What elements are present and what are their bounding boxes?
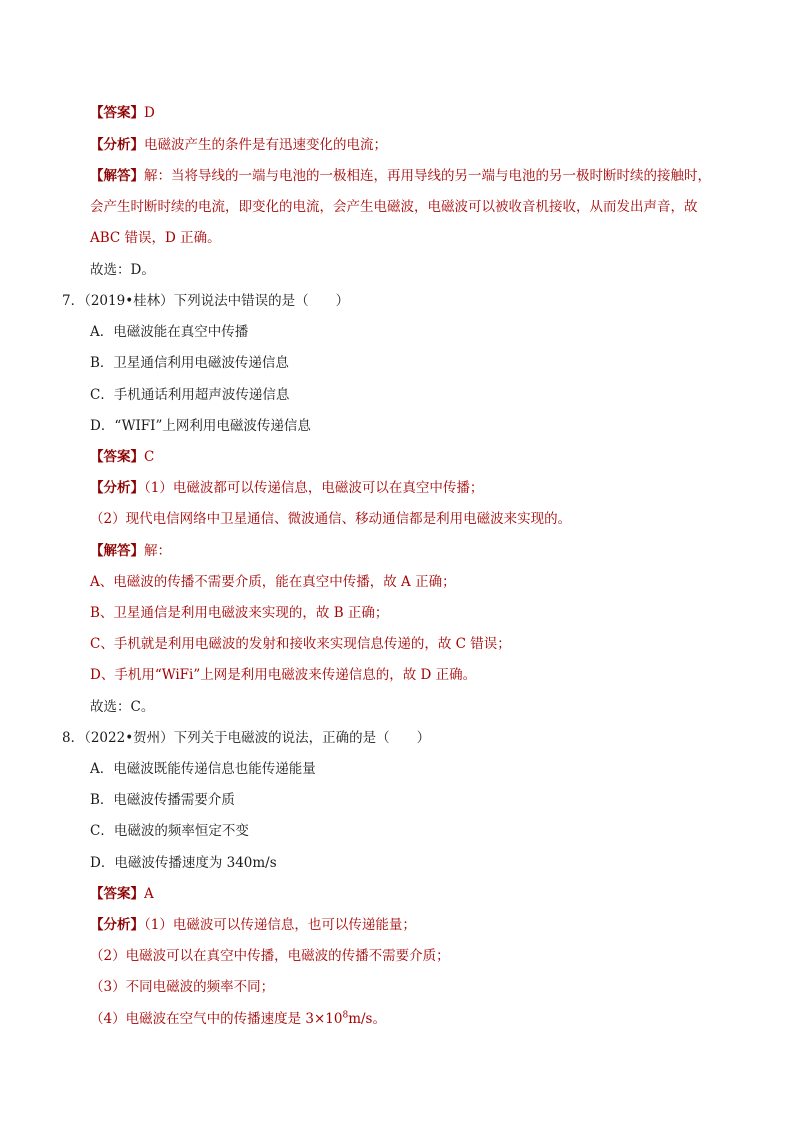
question-7-option-a: A．电磁波能在真空中传播	[90, 324, 249, 340]
answer-7	[90, 447, 154, 467]
solution-6-line3: ABC 错误，D 正确。	[90, 230, 221, 246]
analysis-tag: 【分析】	[90, 137, 144, 153]
speed-text: （4）电磁波在空气中的传播速度是 3×10	[90, 1011, 343, 1027]
choice-6: 故选：D。	[90, 262, 155, 278]
analysis-7-line2: （2）现代电信网络中卫星通信、微波通信、移动通信都是利用电磁波来实现的。	[90, 511, 572, 527]
solution-7-line-d: D、手机用“WiFi”上网是利用电磁波来传递信息的，故 D 正确。	[90, 667, 477, 683]
solution-tag: 【解答】	[90, 543, 144, 559]
question-7-stem: 7．（2019•桂林）下列说法中错误的是（ ）	[62, 293, 350, 309]
speed-exponent: 8	[342, 1010, 349, 1021]
solution-7-line-a: A、电磁波的传播不需要介质，能在真空中传播，故 A 正确；	[90, 574, 456, 590]
question-8-option-a: A．电磁波既能传递信息也能传递能量	[90, 761, 316, 777]
solution-7	[90, 541, 171, 561]
analysis-8-line3: （3）不同电磁波的频率不同；	[90, 979, 275, 995]
solution-6	[90, 166, 711, 186]
analysis-tag: 【分析】	[90, 480, 144, 496]
question-8-option-b: B．电磁波传播需要介质	[90, 792, 235, 808]
solution-7-line-c: C、手机就是利用电磁波的发射和接收来实现信息传递的，故 C 错误；	[90, 636, 511, 652]
analysis-6	[90, 135, 387, 155]
choice-7: 故选：C。	[90, 699, 155, 715]
answer-6	[90, 103, 155, 123]
answer-value: D	[144, 105, 155, 121]
solution-tag: 【解答】	[90, 168, 144, 184]
solution-prefix: 解：	[144, 168, 171, 184]
answer-tag: 【答案】	[90, 886, 144, 902]
solution-7-line-b: B、卫星通信是利用电磁波来实现的，故 B 正确；	[90, 605, 389, 621]
question-8-option-d: D．电磁波传播速度为 340m/s	[90, 855, 277, 871]
answer-value: C	[144, 449, 155, 465]
answer-tag: 【答案】	[90, 105, 144, 121]
answer-8	[90, 884, 154, 904]
analysis-8-line4	[90, 1009, 386, 1029]
analysis-8	[90, 915, 416, 935]
solution-prefix: 解：	[144, 543, 171, 559]
analysis-8-line2: （2）电磁波可以在真空中传播，电磁波的传播不需要介质；	[90, 948, 450, 964]
analysis-tag: 【分析】	[90, 917, 144, 933]
analysis-text: 电磁波产生的条件是有迅速变化的电流；	[144, 137, 387, 153]
question-8-stem: 8．（2022•贺州）下列关于电磁波的说法，正确的是（ ）	[62, 730, 431, 746]
analysis-text: （1）电磁波都可以传递信息，电磁波可以在真空中传播；	[144, 480, 484, 496]
answer-value: A	[144, 886, 154, 902]
solution-6-line2: 会产生时断时续的电流，即变化的电流，会产生电磁波，电磁波可以被收音机接收，从而发出声音，故	[90, 199, 698, 215]
question-7-option-c: C．手机通话利用超声波传递信息	[90, 387, 290, 403]
question-7-option-d: D．“WIFI”上网利用电磁波传递信息	[90, 418, 311, 434]
speed-unit: m/s。	[348, 1011, 386, 1027]
solution-text: 当将导线的一端与电池的一极相连，再用导线的另一端与电池的另一极时断时续的接触时，	[171, 168, 711, 184]
analysis-7	[90, 478, 483, 498]
question-8-option-c: C．电磁波的频率恒定不变	[90, 823, 249, 839]
analysis-text: （1）电磁波可以传递信息，也可以传递能量；	[144, 917, 416, 933]
question-7-option-b: B．卫星通信利用电磁波传递信息	[90, 355, 289, 371]
answer-tag: 【答案】	[90, 449, 144, 465]
